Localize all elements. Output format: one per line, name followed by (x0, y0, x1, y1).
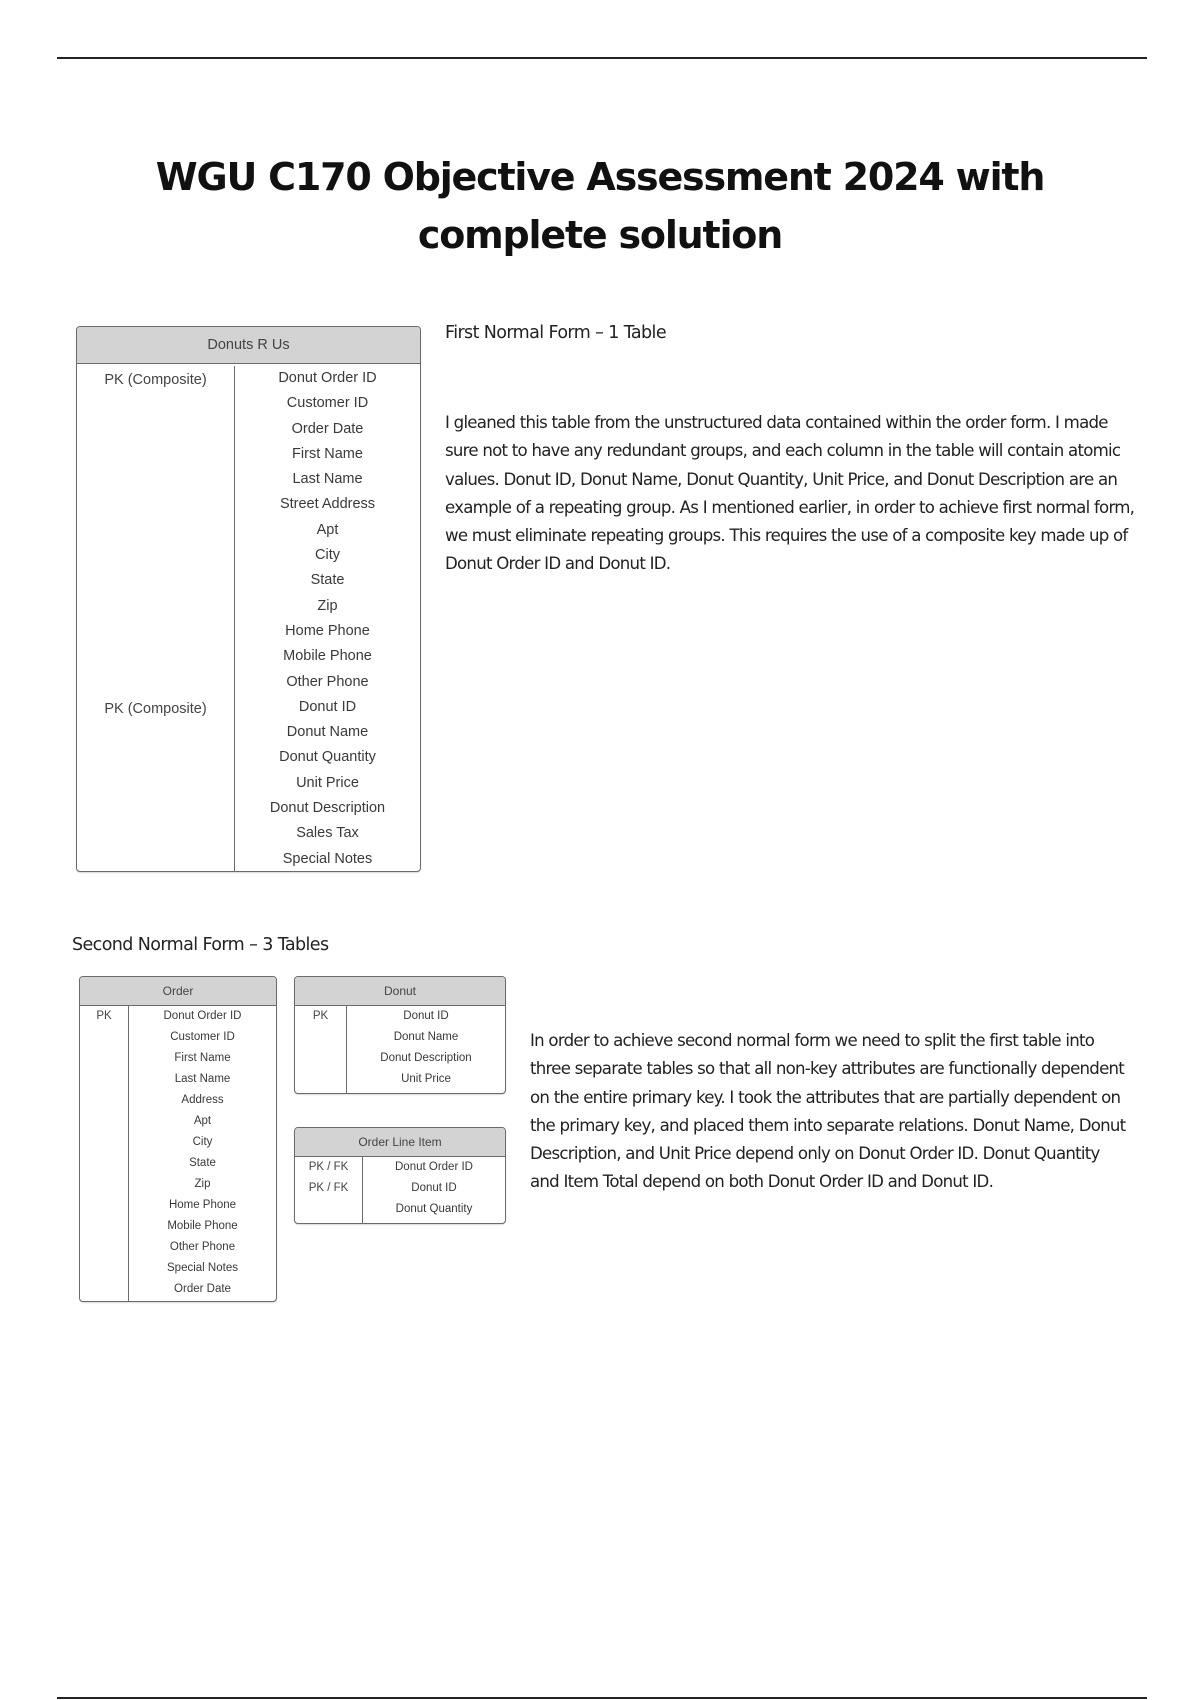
attribute: Donut Quantity (395, 1203, 473, 1215)
attribute: Unit Price (401, 1073, 451, 1085)
attribute: Other Phone (169, 1241, 236, 1253)
page-title: WGU C170 Objective Assessment 2024 with complete solution (155, 155, 1045, 257)
first-normal-form-paragraph: I gleaned this table from the unstructured data contained within the order form. I made sure not to have any redundant groups, and each column in the table will contain atomic values. Donut ID, Donut Name, Donut Quantity, Unit Price, and Donut Description are an example of a repeating group. As I mentioned earlier, in order to achieve first normal form, we must eliminate repeating groups. This requires the use of a composite key made up of Donut Order ID and Donut ID. (445, 413, 1135, 574)
attribute: Last Name (174, 1073, 231, 1085)
attribute: Customer ID (170, 1031, 235, 1043)
attribute: Unit Price (296, 774, 359, 791)
attribute: Donut Description (380, 1052, 472, 1064)
attribute: City (315, 547, 340, 564)
attribute: Street Address (279, 496, 376, 513)
attribute-column (347, 1006, 505, 1094)
attribute: State (310, 572, 345, 589)
second-normal-form-paragraph: In order to achieve second normal form we need to split the first table into three separate tables so that all non-key attributes are functionally dependent on the entire primary key. I took the attributes that are partially dependent on the primary key, and placed them into separate relations. Donut Name, Donut Description, and Unit Price depend only on Donut Order ID. Donut Quantity and Item Total depend on both Donut Order ID and Donut ID. (530, 1031, 1126, 1192)
donuts-r-us-table (76, 326, 421, 872)
order-line-item-table (294, 1127, 506, 1224)
attribute: State (189, 1157, 216, 1169)
table-header: Order Line Item (295, 1128, 505, 1157)
attribute: Mobile Phone (283, 648, 372, 665)
attribute: Donut Description (269, 800, 386, 817)
attribute: Special Notes (167, 1262, 238, 1274)
attribute: Donut Name (286, 724, 369, 741)
attribute: Address (181, 1094, 224, 1106)
attribute: Apt (316, 521, 339, 538)
attribute: Donut ID (298, 698, 357, 715)
attribute: Home Phone (285, 622, 370, 639)
attribute: First Name (292, 445, 363, 462)
attribute-column (235, 366, 420, 872)
attribute: Order Date (174, 1283, 231, 1295)
key-column (295, 1006, 347, 1094)
attribute: Zip (194, 1178, 211, 1190)
donut-table (294, 976, 506, 1094)
key-column (295, 1157, 363, 1224)
attribute: Donut ID (411, 1182, 457, 1194)
attribute-column (363, 1157, 505, 1224)
attribute: Sales Tax (296, 825, 359, 842)
attribute: Donut Order ID (163, 1010, 242, 1022)
attribute: Order Date (291, 420, 364, 437)
second-normal-form-heading: Second Normal Form – 3 Tables (72, 935, 329, 955)
attribute: Donut Order ID (278, 370, 377, 386)
attribute: Donut ID (403, 1010, 449, 1022)
table-header: Order (80, 977, 276, 1006)
attribute: Donut Name (393, 1031, 459, 1043)
attribute: Apt (193, 1115, 212, 1127)
key-label: PK / FK (308, 1182, 349, 1194)
attribute: Home Phone (168, 1199, 237, 1211)
table-header: Donut (295, 977, 505, 1006)
key-label: PK (312, 1010, 329, 1022)
attribute: City (192, 1136, 213, 1148)
key-column (77, 366, 235, 872)
key-label: PK (Composite) (104, 701, 207, 717)
key-label: PK (Composite) (104, 372, 207, 388)
key-label: PK / FK (308, 1161, 349, 1173)
attribute: Zip (317, 597, 338, 614)
order-table (79, 976, 277, 1302)
bottom-rule (57, 1697, 1147, 1699)
attribute: Donut Quantity (279, 749, 376, 766)
attribute: Mobile Phone (167, 1220, 238, 1232)
key-column (80, 1006, 129, 1302)
attribute: Last Name (292, 471, 363, 488)
attribute: Donut Order ID (395, 1161, 473, 1173)
first-normal-form-heading: First Normal Form – 1 Table (445, 323, 666, 343)
attribute: First Name (174, 1052, 231, 1064)
attribute: Special Notes (282, 850, 373, 867)
top-rule (57, 57, 1147, 59)
attribute: Customer ID (286, 395, 369, 412)
attribute: Other Phone (286, 673, 369, 690)
key-label: PK (96, 1010, 112, 1022)
attribute-column (129, 1006, 276, 1302)
table-header: Donuts R Us (77, 327, 420, 364)
